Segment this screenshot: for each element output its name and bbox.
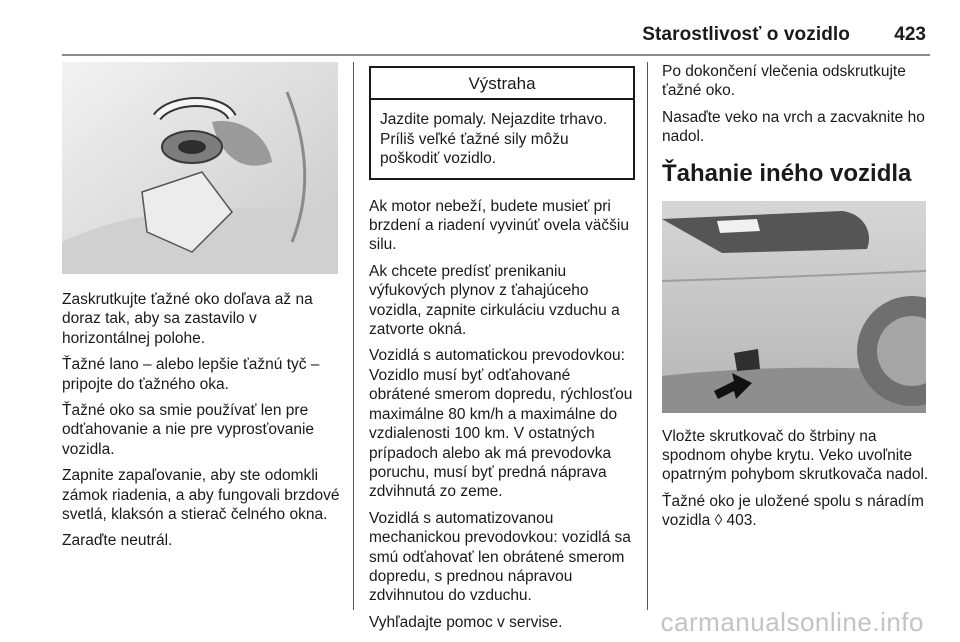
left-paragraph-3: Ťažné oko sa smie používať len pre odťahovanie a nie pre vyprosťovanie vozidla. <box>62 402 315 458</box>
left-paragraph-1: Zaskrutkujte ťažné oko doľava až na doraz tak, aby sa zastavilo v horizontálnej polohe. <box>62 291 313 347</box>
warning-box <box>369 66 635 180</box>
right-paragraph-2: Nasaďte veko na vrch a zacvaknite ho nadol. <box>662 108 925 146</box>
middle-paragraph-1: Ak motor nebeží, budete musieť pri brzdení a riadení vyvinúť ovela väčšiu silu. <box>369 197 629 254</box>
middle-paragraph-3: Vozidlá s automatickou prevodovkou: Vozidlo musí byť odťahované obrátené smerom dopredu, rýchlosťou maximálne 80 km/h a maximálne do vzdialenosti 100 km. V ostatných prípadoch alebo ak má prevodovka poruchu, musí byť predná náprava zdvihnutá zo zeme. <box>369 347 633 501</box>
right-reference-paragraph <box>662 492 930 531</box>
watermark: carmanualsonline.info <box>660 607 924 637</box>
section-heading: Ťahanie iného vozidla <box>662 159 912 187</box>
column-divider-right <box>647 62 648 610</box>
left-paragraph-4: Zapnite zapaľovanie, aby ste odomkli zámok riadenia, a aby fungovali brzdové svetlá, klaksón a stierač čelného okna. <box>62 467 340 524</box>
warning-text: Jazdite pomaly. Nejazdite trhavo. Príliš veľké ťažné sily môžu poškodiť vozidlo. <box>380 111 608 168</box>
page-header-title: Starostlivosť o vozidlo <box>642 24 850 45</box>
right-column <box>662 62 930 538</box>
reference-text: Ťažné oko je uložené spolu s náradím vozidla <box>662 492 924 530</box>
middle-paragraph-5: Vyhľadajte pomoc v servise. <box>369 613 563 631</box>
warning-title: Výstraha <box>371 68 633 100</box>
left-paragraph-5: Zaraďte neutrál. <box>62 532 173 550</box>
reference-page-link[interactable]: 403. <box>726 512 757 530</box>
left-paragraph-2: Ťažné lano – alebo lepšie ťažnú tyč – pripojte do ťažného oka. <box>62 356 320 393</box>
page-number: 423 <box>894 24 926 45</box>
right-paragraph-1: Po dokončení vlečenia odskrutkujte ťažné oko. <box>662 63 906 100</box>
reference-arrow-icon: ◊ <box>714 512 723 530</box>
middle-paragraph-4: Vozidlá s automatizovanou mechanickou prevodovkou: vozidlá sa smú odťahovať len obrátené smerom dopredu, s prednou nápravou zdvihnutou do vzduchu. <box>369 509 631 605</box>
middle-column <box>369 62 635 639</box>
rear-cover-removal-figure <box>662 201 926 413</box>
column-divider-left <box>353 62 354 610</box>
header-rule <box>62 54 930 56</box>
middle-paragraph-2: Ak chcete predísť prenikaniu výfukových plynov z ťahajúceho vozidla, zapnite cirkuláciu vzduchu a zatvorte okná. <box>369 262 620 339</box>
left-column <box>62 62 344 558</box>
right-paragraph-3: Vložte skrutkovač do štrbiny na spodnom ohybe krytu. Veko uvoľnite opatrným pohybom skrutkovača nadol. <box>662 427 929 484</box>
tow-eye-installation-figure <box>62 62 338 274</box>
